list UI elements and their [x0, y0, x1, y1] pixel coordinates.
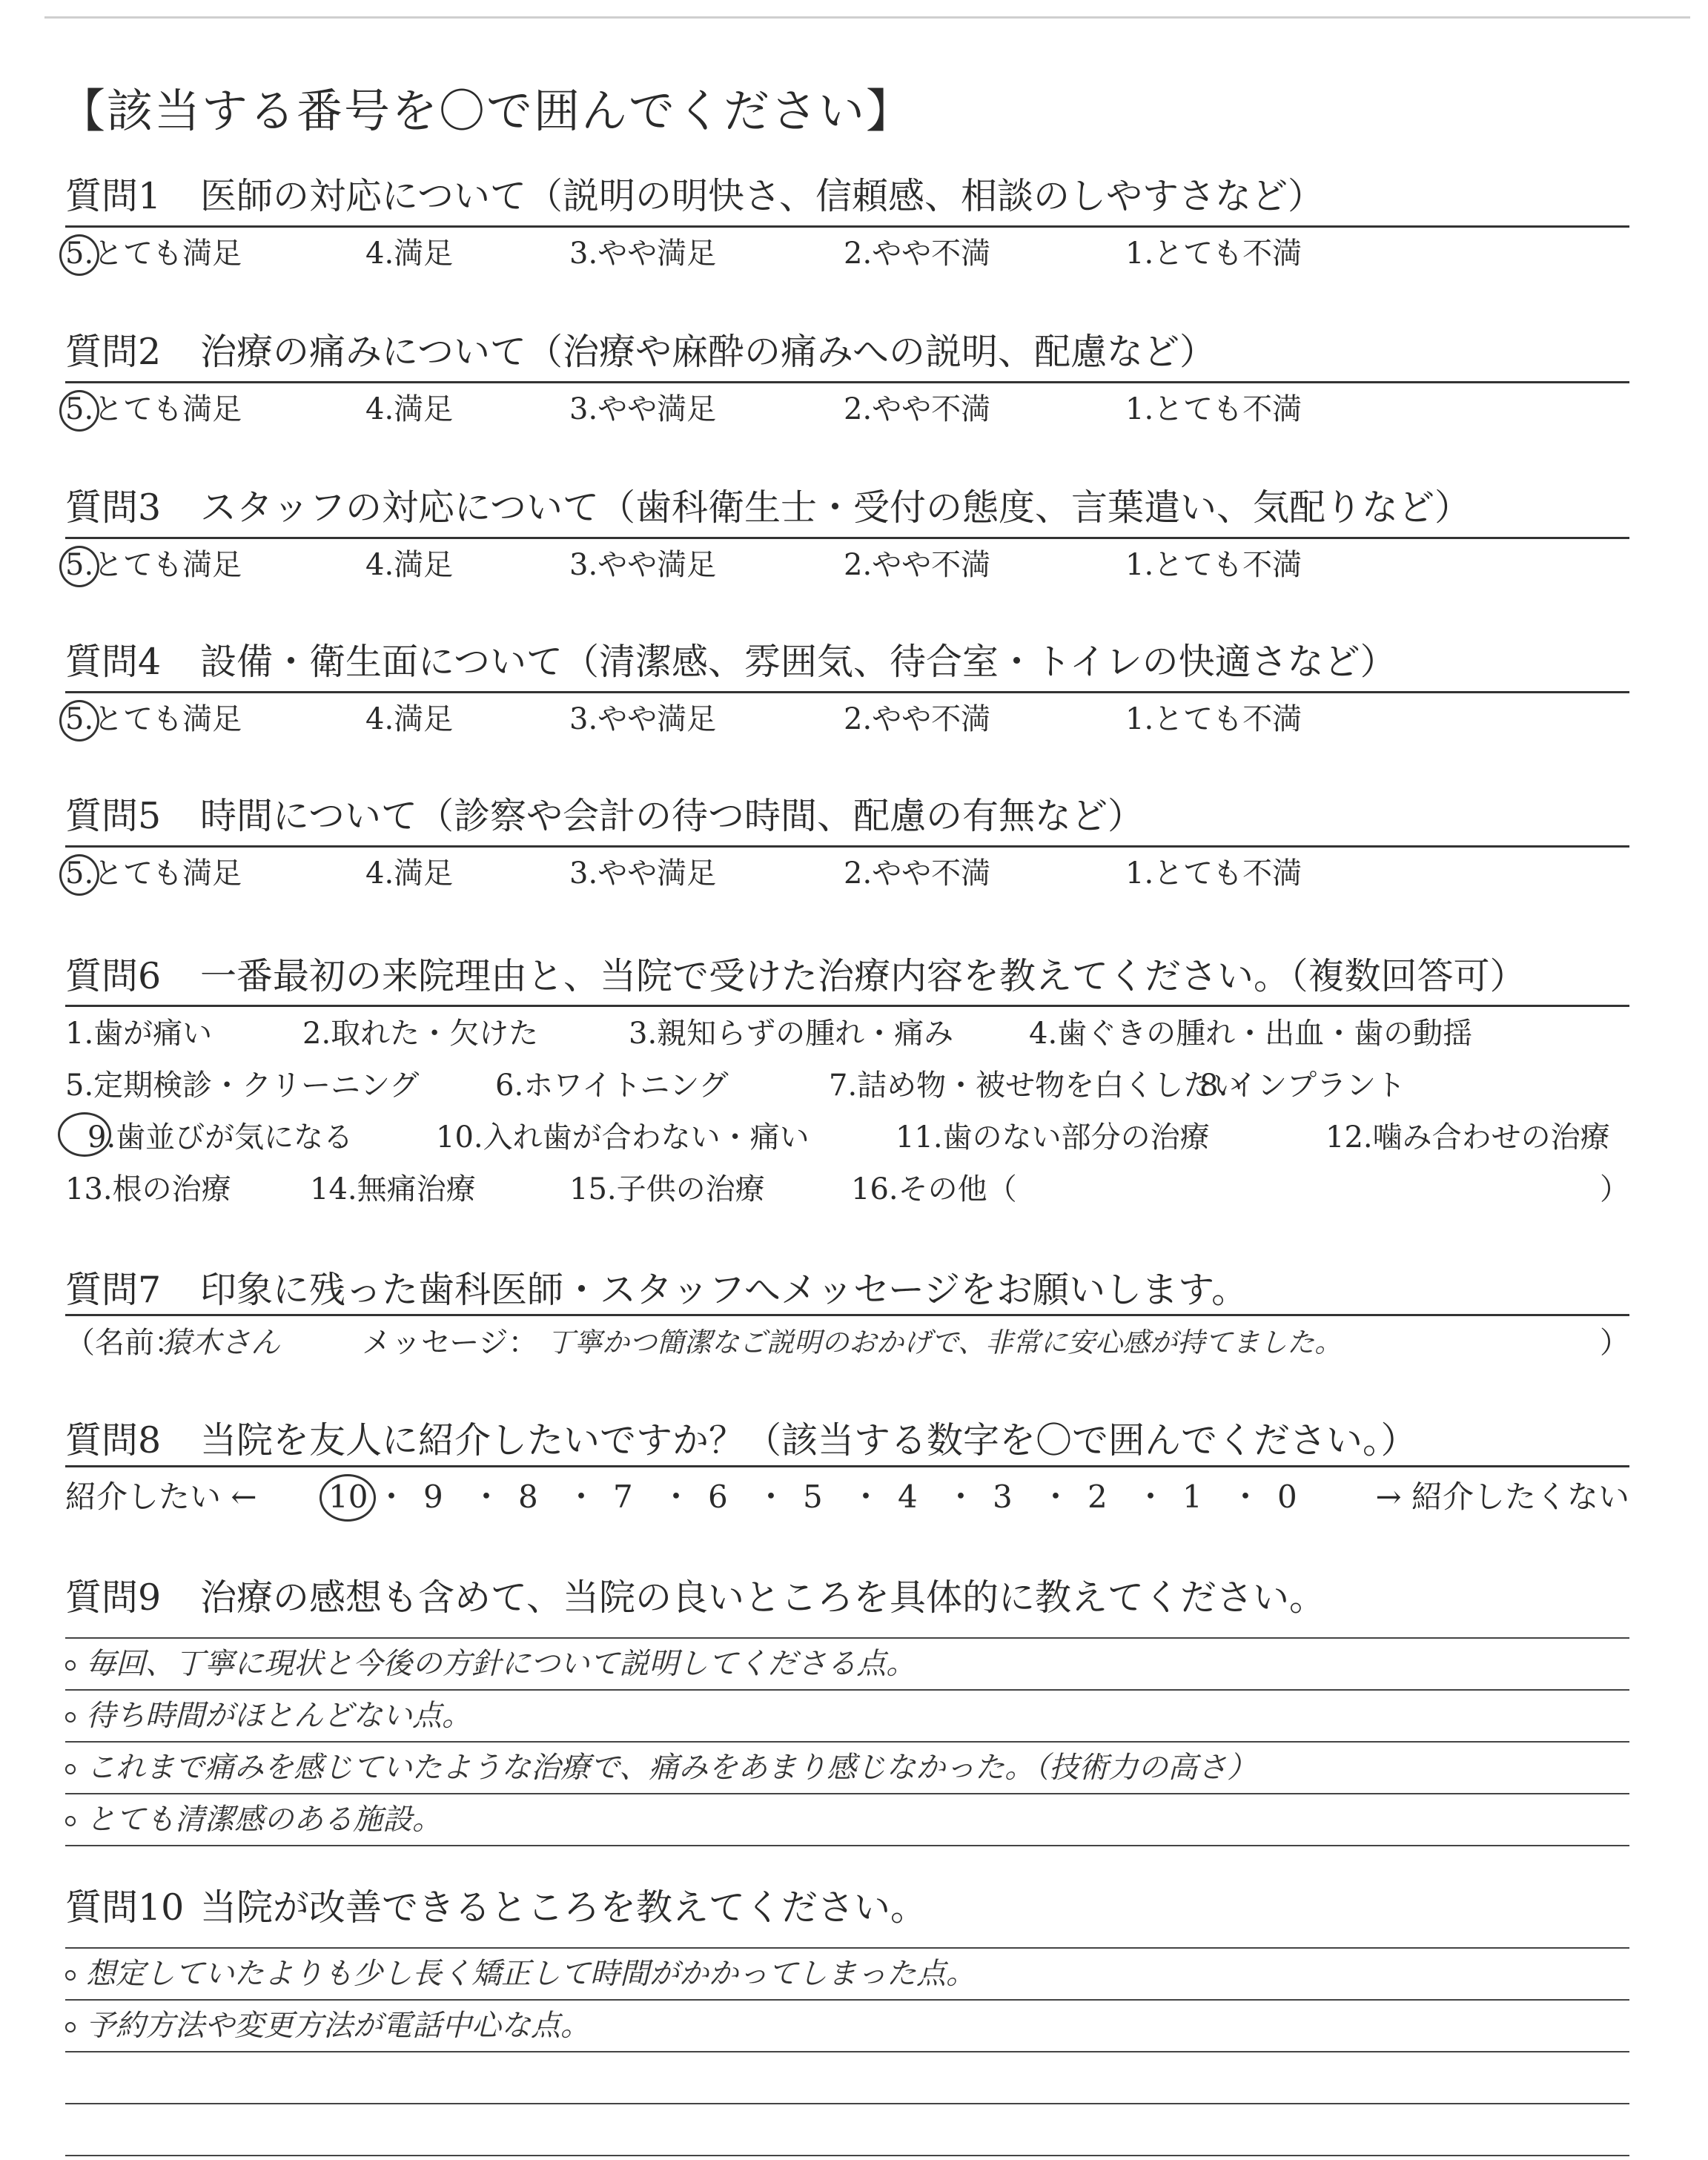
- question-text: 一番最初の来院理由と、当院で受けた治療内容を教えてください。（複数回答可）: [200, 955, 1526, 997]
- name-label: （名前：: [65, 1326, 184, 1360]
- bullet-icon: [65, 1660, 76, 1671]
- scale-separator: ・: [376, 1479, 408, 1515]
- scale-right-label: → 紹介したくない: [1375, 1479, 1629, 1515]
- writing-line: [65, 1793, 1629, 1794]
- answer-text: これまで痛みを感じていたような治療で、痛みをあまり感じなかった。（技術力の高さ）: [86, 1751, 1257, 1785]
- question-10: [65, 1882, 1629, 1934]
- question-number: 質問5: [65, 795, 162, 837]
- reason-option-6[interactable]: 6.ホワイトニング: [495, 1069, 729, 1103]
- rating-option-2[interactable]: 2.やや不満: [844, 548, 991, 582]
- question-heading: [65, 636, 1629, 688]
- question-6: [65, 951, 1629, 1003]
- rating-option-5[interactable]: 5.とても満足: [65, 856, 242, 891]
- rating-options: [65, 850, 1629, 897]
- rating-options: [65, 386, 1629, 433]
- handwritten-answer: [65, 1744, 1257, 1786]
- selection-circle: [59, 234, 99, 276]
- selection-circle: [59, 390, 99, 432]
- selection-circle: [320, 1474, 376, 1522]
- question-text: スタッフの対応について（歯科衛生士・受付の態度、言葉遣い、気配りなど）: [200, 486, 1472, 529]
- question-heading: [65, 951, 1629, 1003]
- scale-value-5[interactable]: 5: [803, 1479, 823, 1515]
- rating-option-5[interactable]: 5.とても満足: [65, 392, 242, 426]
- rating-option-5[interactable]: 5.とても満足: [65, 548, 242, 582]
- rating-option-4[interactable]: 4.満足: [365, 237, 454, 271]
- scale-separator: ・: [471, 1479, 503, 1515]
- rating-option-3[interactable]: 3.やや満足: [569, 392, 717, 426]
- scale-left-label: 紹介したい ←: [65, 1479, 257, 1515]
- rating-option-3[interactable]: 3.やや満足: [569, 237, 717, 271]
- rating-option-5[interactable]: 5.とても満足: [65, 237, 242, 271]
- bullet-icon: [65, 1816, 76, 1826]
- question-8: [65, 1415, 1629, 1467]
- reason-option-2[interactable]: 2.取れた・欠けた: [302, 1017, 539, 1051]
- scale-value-6[interactable]: 6: [708, 1479, 728, 1515]
- answer-text: とても清潔感のある施設。: [86, 1803, 442, 1837]
- reason-option-11[interactable]: 11.歯のない部分の治療: [896, 1120, 1210, 1155]
- selection-circle: [59, 546, 99, 587]
- scale-separator: ・: [1135, 1479, 1167, 1515]
- question-number: 質問4: [65, 641, 162, 683]
- rating-option-5[interactable]: 5.とても満足: [65, 702, 242, 736]
- question-number: 質問2: [65, 331, 162, 373]
- message-row: [65, 1318, 1629, 1367]
- question-text: 設備・衛生面について（清潔感、雰囲気、待合室・トイレの快適さなど）: [200, 641, 1397, 683]
- question-heading: [65, 482, 1629, 534]
- scale-value-3[interactable]: 3: [993, 1479, 1013, 1515]
- writing-line: [65, 2103, 1629, 2104]
- reason-option-13[interactable]: 13.根の治療: [65, 1172, 231, 1206]
- handwritten-answer: [65, 1796, 442, 1838]
- message-value: 丁寧かつ簡潔なご説明のおかげで、非常に安心感が持てました。: [547, 1327, 1343, 1358]
- bullet-icon: [65, 1712, 76, 1723]
- question-heading: [65, 326, 1629, 378]
- question-rule: [65, 1465, 1629, 1467]
- writing-line: [65, 1947, 1629, 1949]
- writing-line: [65, 1689, 1629, 1691]
- name-value: 猿木さん: [162, 1326, 280, 1360]
- writing-line: [65, 2051, 1629, 2052]
- question-rule: [65, 845, 1629, 848]
- rating-options: [65, 230, 1629, 277]
- writing-line: [65, 1999, 1629, 2001]
- scale-separator: ・: [945, 1479, 977, 1515]
- close-paren: ）: [1600, 1326, 1629, 1360]
- question-heading: [65, 1882, 1629, 1934]
- question-number: 質問7: [65, 1269, 162, 1311]
- handwritten-answer: [65, 2002, 590, 2044]
- scale-separator: ・: [850, 1479, 882, 1515]
- answer-text: 予約方法や変更方法が電話中心な点。: [86, 2009, 590, 2043]
- reason-option-5[interactable]: 5.定期検診・クリーニング: [65, 1069, 420, 1103]
- bullet-icon: [65, 1764, 76, 1774]
- reason-option-4[interactable]: 4.歯ぐきの腫れ・出血・歯の動揺: [1029, 1017, 1473, 1051]
- rating-option-1[interactable]: 1.とても不満: [1125, 856, 1302, 891]
- rating-option-1[interactable]: 1.とても不満: [1125, 392, 1302, 426]
- question-7: [65, 1264, 1629, 1316]
- message-label: メッセージ：: [362, 1326, 538, 1360]
- answer-text: 想定していたよりも少し長く矯正して時間がかかってしまった点。: [86, 1957, 976, 1991]
- question-text: 当院が改善できるところを教えてください。: [200, 1886, 927, 1929]
- answer-text: 毎回、丁寧に現状と今後の方針について説明してくださる点。: [86, 1647, 916, 1681]
- scale-separator: ・: [1040, 1479, 1072, 1515]
- handwritten-answer: [65, 1692, 471, 1734]
- rating-options: [65, 696, 1629, 743]
- scale-value-1[interactable]: 1: [1182, 1479, 1202, 1515]
- scan-edge: [44, 16, 1690, 19]
- question-number: 質問3: [65, 486, 162, 529]
- question-text: 治療の感想も含めて、当院の良いところを具体的に教えてください。: [200, 1576, 1326, 1619]
- writing-line: [65, 1741, 1629, 1743]
- question-number: 質問1: [65, 175, 162, 217]
- scale-value-2[interactable]: 2: [1088, 1479, 1108, 1515]
- rating-option-2[interactable]: 2.やや不満: [844, 702, 991, 736]
- answer-lines: [65, 1934, 1629, 2156]
- reason-option-14[interactable]: 14.無痛治療: [310, 1172, 476, 1206]
- rating-option-2[interactable]: 2.やや不満: [844, 237, 991, 271]
- scale-value-0[interactable]: 0: [1277, 1479, 1297, 1515]
- question-number: 質問10: [65, 1886, 185, 1929]
- reason-list: [65, 1010, 1629, 1218]
- reason-option-10[interactable]: 10.入れ歯が合わない・痛い: [436, 1120, 810, 1155]
- reason-option-3[interactable]: 3.親知らずの腫れ・痛み: [629, 1017, 954, 1051]
- answer-text: 待ち時間がほとんどない点。: [86, 1699, 471, 1733]
- rating-option-1[interactable]: 1.とても不満: [1125, 548, 1302, 582]
- question-number: 質問8: [65, 1419, 162, 1462]
- writing-line: [65, 1637, 1629, 1639]
- question-heading: [65, 171, 1629, 222]
- selection-circle: [59, 700, 99, 742]
- other-close-paren: ）: [1600, 1172, 1629, 1206]
- bullet-icon: [65, 1970, 76, 1981]
- selection-circle: [59, 854, 99, 896]
- rating-option-2[interactable]: 2.やや不満: [844, 856, 991, 891]
- handwritten-answer: [65, 1950, 976, 1992]
- scale-value-9[interactable]: 9: [423, 1479, 443, 1515]
- writing-line: [65, 2155, 1629, 2156]
- reason-option-16[interactable]: 16.その他（: [851, 1172, 1017, 1206]
- rating-option-4[interactable]: 4.満足: [365, 702, 454, 736]
- scale-value-4[interactable]: 4: [898, 1479, 918, 1515]
- question-3: [65, 482, 1629, 534]
- question-rule: [65, 1005, 1629, 1007]
- scale-value-7[interactable]: 7: [613, 1479, 633, 1515]
- scale-value-10[interactable]: 10: [328, 1479, 368, 1515]
- rating-option-4[interactable]: 4.満足: [365, 392, 454, 426]
- question-text: 治療の痛みについて（治療や麻酔の痛みへの説明、配慮など）: [200, 331, 1217, 373]
- question-5: [65, 790, 1629, 842]
- rating-option-4[interactable]: 4.満足: [365, 856, 454, 891]
- handwritten-answer: [65, 1640, 916, 1682]
- scale-value-8[interactable]: 8: [518, 1479, 538, 1515]
- question-heading: [65, 1572, 1629, 1624]
- question-heading: [65, 1415, 1629, 1467]
- rating-option-1[interactable]: 1.とても不満: [1125, 702, 1302, 736]
- bullet-icon: [65, 2022, 76, 2032]
- reason-option-12[interactable]: 12.噛み合わせの治療: [1325, 1120, 1610, 1155]
- reason-option-8[interactable]: 8.インプラント: [1199, 1069, 1406, 1103]
- rating-option-4[interactable]: 4.満足: [365, 548, 454, 582]
- writing-line: [65, 1845, 1629, 1846]
- reason-option-7[interactable]: 7.詰め物・被せ物を白くしたい: [829, 1069, 1243, 1103]
- scale-separator: ・: [661, 1479, 692, 1515]
- reason-option-15[interactable]: 15.子供の治療: [569, 1172, 765, 1206]
- scale-separator: ・: [1230, 1479, 1262, 1515]
- question-rule: [65, 381, 1629, 383]
- rating-options: [65, 541, 1629, 589]
- question-text: 医師の対応について（説明の明快さ、信頼感、相談のしやすさなど）: [200, 175, 1325, 217]
- rating-option-3[interactable]: 3.やや満足: [569, 702, 717, 736]
- question-number: 質問9: [65, 1576, 162, 1619]
- question-9: [65, 1572, 1629, 1624]
- recommend-scale-row: [65, 1471, 1629, 1523]
- rating-option-2[interactable]: 2.やや不満: [844, 392, 991, 426]
- question-rule: [65, 691, 1629, 693]
- question-rule: [65, 537, 1629, 539]
- rating-option-1[interactable]: 1.とても不満: [1125, 237, 1302, 271]
- question-4: [65, 636, 1629, 688]
- question-text: 印象に残った歯科医師・スタッフへメッセージをお願いします。: [200, 1269, 1248, 1311]
- question-text: 当院を友人に紹介したいですか？（該当する数字を〇で囲んでください。）: [200, 1419, 1417, 1462]
- scale-separator: ・: [755, 1479, 787, 1515]
- selection-circle: [58, 1112, 111, 1157]
- question-1: [65, 171, 1629, 222]
- question-2: [65, 326, 1629, 378]
- question-rule: [65, 225, 1629, 228]
- reason-option-9[interactable]: 9.歯並びが気になる: [87, 1120, 354, 1155]
- answer-lines: [65, 1624, 1629, 1846]
- reason-option-1[interactable]: 1.歯が痛い: [65, 1017, 213, 1051]
- scale-separator: ・: [566, 1479, 598, 1515]
- page-title: 【該当する番号を〇で囲んでください】: [59, 84, 914, 138]
- question-heading: [65, 1264, 1629, 1316]
- rating-option-3[interactable]: 3.やや満足: [569, 548, 717, 582]
- question-number: 質問6: [65, 955, 162, 997]
- question-heading: [65, 790, 1629, 842]
- question-text: 時間について（診察や会計の待つ時間、配慮の有無など）: [200, 795, 1145, 837]
- question-rule: [65, 1314, 1629, 1316]
- rating-option-3[interactable]: 3.やや満足: [569, 856, 717, 891]
